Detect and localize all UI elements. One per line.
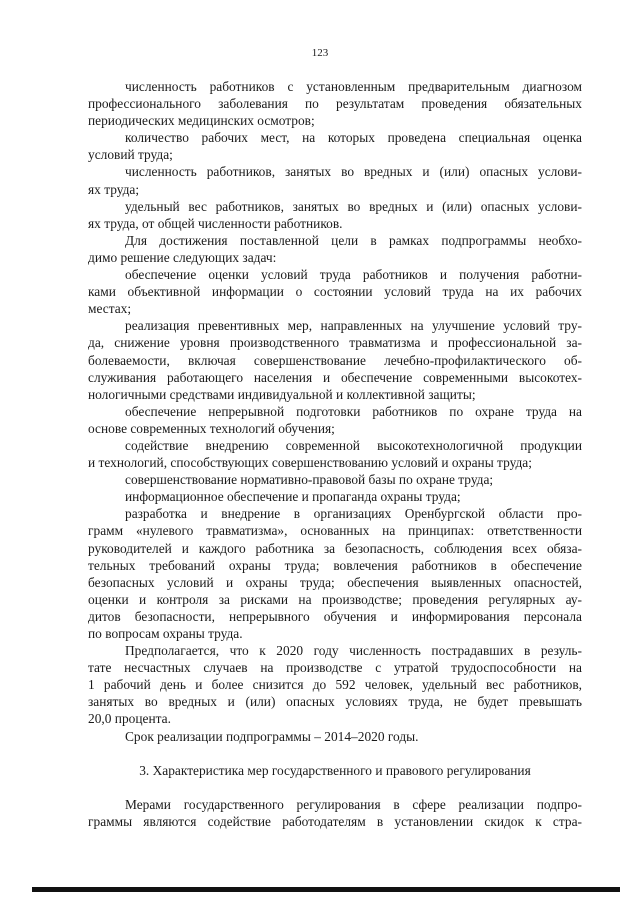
text-line: руководителей и каждого работника за безопасность, соблюдения всех обяза- — [88, 540, 582, 556]
text-line: ях труда; — [88, 181, 140, 197]
text-line: содействие внедрению современной высокотехнологичной продукции — [125, 437, 582, 453]
text-line: Срок реализации подпрограммы – 2014–2020 годы. — [125, 728, 419, 744]
text-line: дитов безопасности, непрерывного обучения и информирования персонала — [88, 608, 582, 624]
text-line: граммы являются содействие работодателям в установлении скидок к стра- — [88, 813, 582, 829]
text-line: реализация превентивных мер, направленных на улучшение условий тру- — [125, 318, 582, 334]
text-line: периодических медицинских осмотров; — [88, 113, 315, 129]
page-number: 123 — [311, 47, 329, 59]
spacer — [88, 779, 582, 796]
text-line: совершенствование нормативно-правовой базы по охране труда; — [125, 472, 494, 488]
text-line: димо решение следующих задач: — [88, 249, 277, 265]
text-line: тельных требований охраны труда; вовлечения работников в обеспечение — [88, 557, 582, 573]
text-line: служивания работающего населения и обеспечение современными высокотех- — [88, 369, 582, 385]
document-body — [88, 78, 582, 830]
text-line: количество рабочих мест, на которых проведена специальная оценка — [125, 130, 582, 146]
text-line: ками объективной информации о состоянии условий труда на их рабочих — [88, 284, 582, 300]
text-line: по вопросам охраны труда. — [88, 626, 243, 641]
text-line: 1 рабочий день и более снизится до 592 человек, удельный вес работников, — [88, 677, 582, 693]
text-line: Предполагается, что к 2020 году численность пострадавших в резуль- — [125, 643, 582, 659]
spacer — [88, 745, 582, 762]
section-heading: 3. Характеристика мер государственного и правового регулирования — [139, 762, 531, 778]
bottom-rule — [32, 887, 620, 892]
text-line: основе современных технологий обучения; — [88, 420, 335, 436]
text-line: численность работников, занятых во вредных и (или) опасных услови- — [125, 164, 582, 180]
text-line: Мерами государственного регулирования в сфере реализации подпро- — [125, 796, 582, 812]
text-line: нологичными средствами индивидуальной и коллективной защиты; — [88, 386, 476, 402]
text-line: безопасных условий и охраны труда; обеспечения выявленных опасностей, — [88, 574, 582, 590]
text-line: условий труда; — [88, 147, 173, 163]
text-line: занятых во вредных и (или) опасных условиях труда, не будет превышать — [88, 694, 582, 710]
text-line: ях труда, от общей численности работников. — [88, 215, 343, 231]
text-line: обеспечение оценки условий труда работников и получения работни- — [125, 267, 582, 283]
text-line: местах; — [88, 301, 132, 317]
text-line: Для достижения поставленной цели в рамках подпрограммы необхо- — [125, 232, 582, 248]
text-line: численность работников с установленным предварительным диагнозом — [125, 79, 582, 94]
text-line: удельный вес работников, занятых во вредных и (или) опасных услови- — [125, 198, 582, 214]
text-line: да, снижение уровня производственного травматизма и профессиональной за- — [88, 335, 582, 351]
text-line: оценки и контроля за рисками на производстве; проведения регулярных ау- — [88, 591, 582, 607]
text-line: обеспечение непрерывной подготовки работников по охране труда на — [125, 403, 582, 419]
text-line: грамм «нулевого травматизма», основанных на принципах: ответственности — [88, 523, 582, 539]
text-line: профессионального заболевания по результатам проведения обязательных — [88, 96, 582, 112]
main-text — [88, 78, 582, 745]
text-line: 20,0 процента. — [88, 711, 171, 727]
text-line: болеваемости, включая совершенствование лечебно-профилактического об- — [88, 352, 582, 368]
text-line: информационное обеспечение и пропаганда охраны труда; — [125, 489, 461, 505]
text-line: и технологий, способствующих совершенствованию условий и охраны труда; — [88, 455, 532, 471]
text-line: разработка и внедрение в организациях Оренбургской области про- — [125, 506, 582, 522]
text-line: тате несчастных случаев на производстве с утратой трудоспособности на — [88, 660, 582, 676]
section-text — [88, 796, 582, 830]
